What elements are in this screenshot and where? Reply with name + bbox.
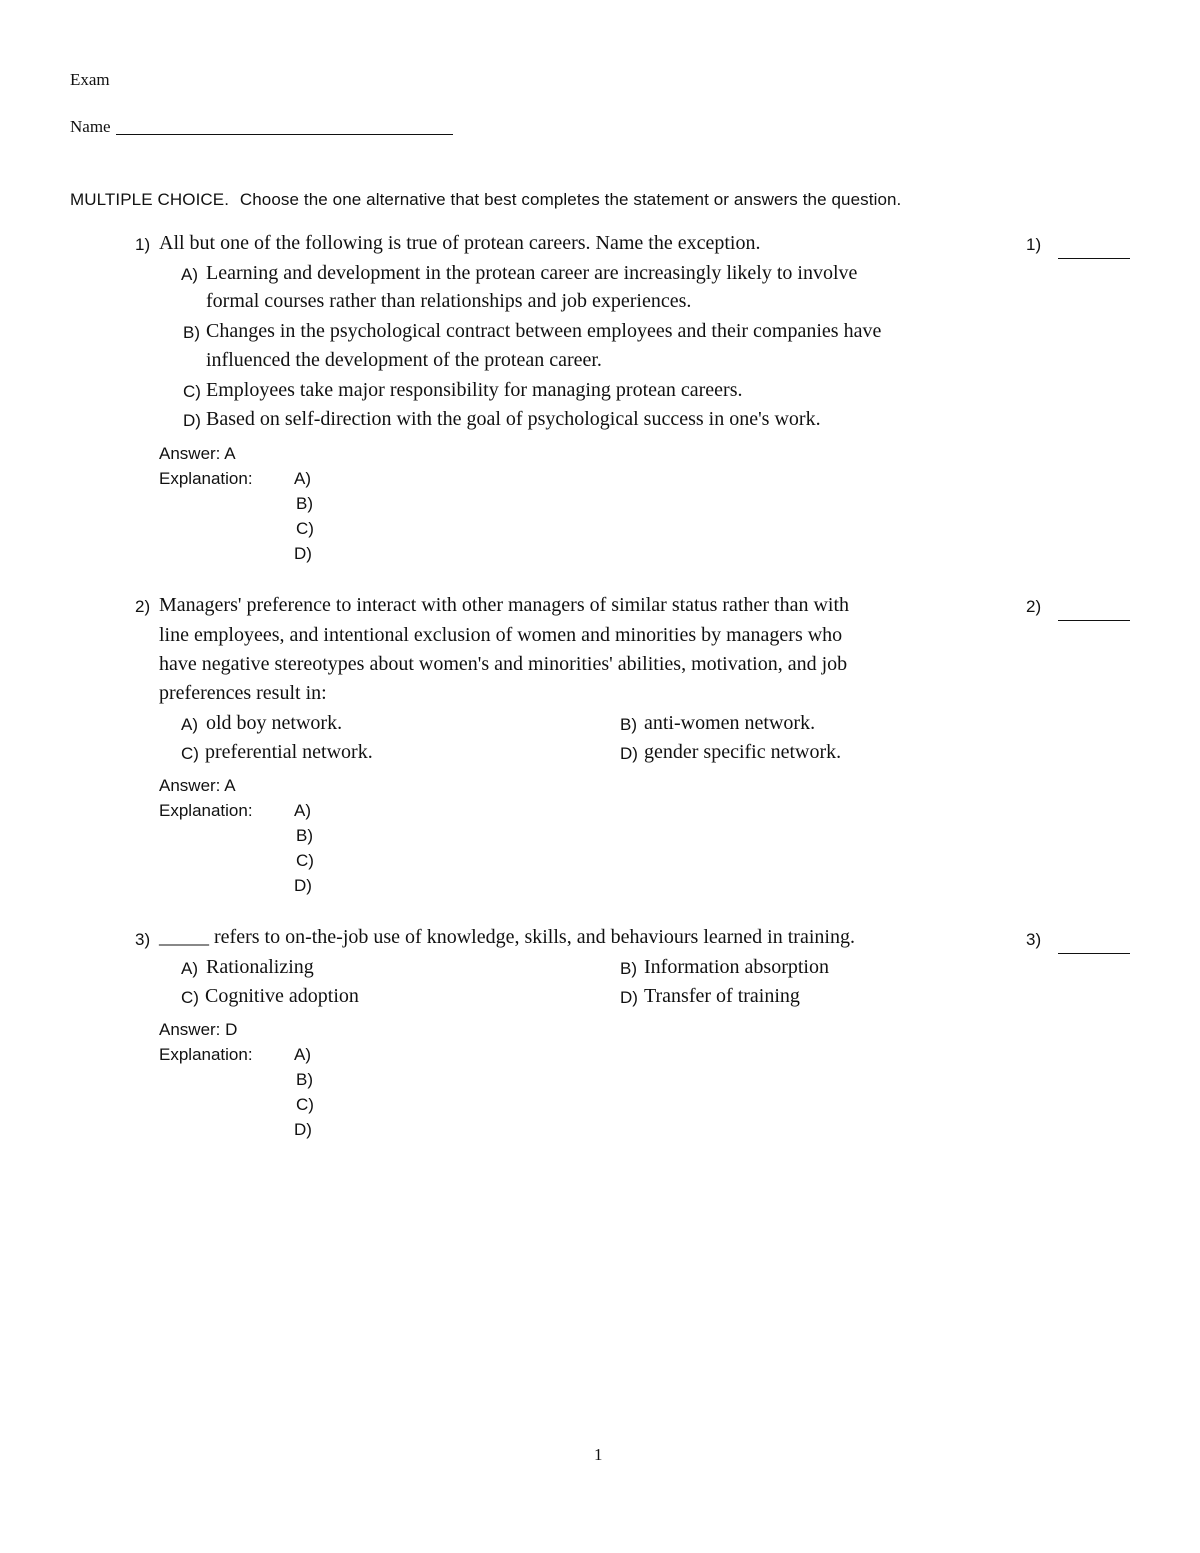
explanation-item: A) — [294, 469, 311, 488]
option-text: Employees take major responsibility for managing protean careers. — [206, 379, 743, 401]
explanation-item: D) — [294, 544, 312, 563]
answer-blank[interactable] — [1058, 620, 1130, 621]
explanation-item: B) — [296, 494, 313, 513]
option-label: A) — [181, 959, 198, 978]
option-text: gender specific network. — [644, 741, 842, 763]
question-stem: All but one of the following is true of protean careers. Name the exception. — [159, 232, 761, 254]
answer-key: Answer: A — [159, 444, 236, 463]
option-label: C) — [181, 744, 199, 763]
question-stem: have negative stereotypes about women's and minorities' abilities, motivation, and job — [159, 653, 848, 675]
option-label: D) — [620, 744, 638, 763]
option-text: influenced the development of the protean career. — [206, 349, 602, 371]
answer-key: Answer: D — [159, 1020, 238, 1039]
exam-title: Exam — [70, 70, 110, 89]
answer-blank[interactable] — [1058, 953, 1130, 954]
section-heading-label: MULTIPLE CHOICE. — [70, 190, 230, 209]
option-text: Learning and development in the protean career are increasingly likely to involve — [206, 262, 858, 284]
explanation-item: D) — [294, 1120, 312, 1139]
question-number: 2) — [135, 597, 151, 616]
margin-number: 3) — [1026, 930, 1042, 949]
explanation-label: Explanation: — [159, 1045, 253, 1064]
answer-key: Answer: A — [159, 776, 236, 795]
name-field-line[interactable] — [116, 134, 453, 135]
answer-blank[interactable] — [1058, 258, 1130, 259]
name-label: Name — [70, 117, 111, 136]
explanation-item: C) — [296, 1095, 314, 1114]
option-text: formal courses rather than relationships and job experiences. — [206, 290, 692, 312]
explanation-label: Explanation: — [159, 801, 253, 820]
option-label: B) — [183, 323, 200, 342]
option-text: anti-women network. — [644, 712, 816, 734]
option-label: C) — [181, 988, 199, 1007]
section-heading — [70, 190, 901, 210]
explanation-item: C) — [296, 519, 314, 538]
option-label: D) — [620, 988, 638, 1007]
margin-number: 1) — [1026, 235, 1042, 254]
page-number: 1 — [594, 1445, 603, 1464]
section-instructions: Choose the one alternative that best completes the statement or answers the question. — [239, 190, 902, 209]
option-label: B) — [620, 959, 637, 978]
option-text: Rationalizing — [206, 956, 314, 978]
question-stem: Managers' preference to interact with other managers of similar status rather than with — [159, 594, 850, 616]
margin-number: 2) — [1026, 597, 1042, 616]
explanation-item: B) — [296, 1070, 313, 1089]
question-number: 1) — [135, 235, 151, 254]
option-text: Cognitive adoption — [205, 985, 359, 1007]
option-text: Based on self-direction with the goal of psychological success in one's work. — [206, 408, 821, 430]
explanation-item: B) — [296, 826, 313, 845]
explanation-item: A) — [294, 801, 311, 820]
option-text: Information absorption — [644, 956, 829, 978]
explanation-label: Explanation: — [159, 469, 253, 488]
explanation-item: A) — [294, 1045, 311, 1064]
option-text: Changes in the psychological contract between employees and their companies have — [206, 320, 882, 342]
option-label: A) — [181, 265, 198, 284]
question-stem: preferences result in: — [159, 682, 327, 704]
explanation-item: C) — [296, 851, 314, 870]
question-stem: _____ refers to on-the-job use of knowledge, skills, and behaviours learned in training. — [159, 926, 855, 948]
option-label: D) — [183, 411, 201, 430]
explanation-item: D) — [294, 876, 312, 895]
option-label: A) — [181, 715, 198, 734]
option-label: C) — [183, 382, 201, 401]
option-text: Transfer of training — [644, 985, 800, 1007]
option-text: old boy network. — [206, 712, 343, 734]
question-stem: line employees, and intentional exclusion of women and minorities by managers who — [159, 624, 843, 646]
option-label: B) — [620, 715, 637, 734]
option-text: preferential network. — [205, 741, 373, 763]
question-number: 3) — [135, 930, 151, 949]
